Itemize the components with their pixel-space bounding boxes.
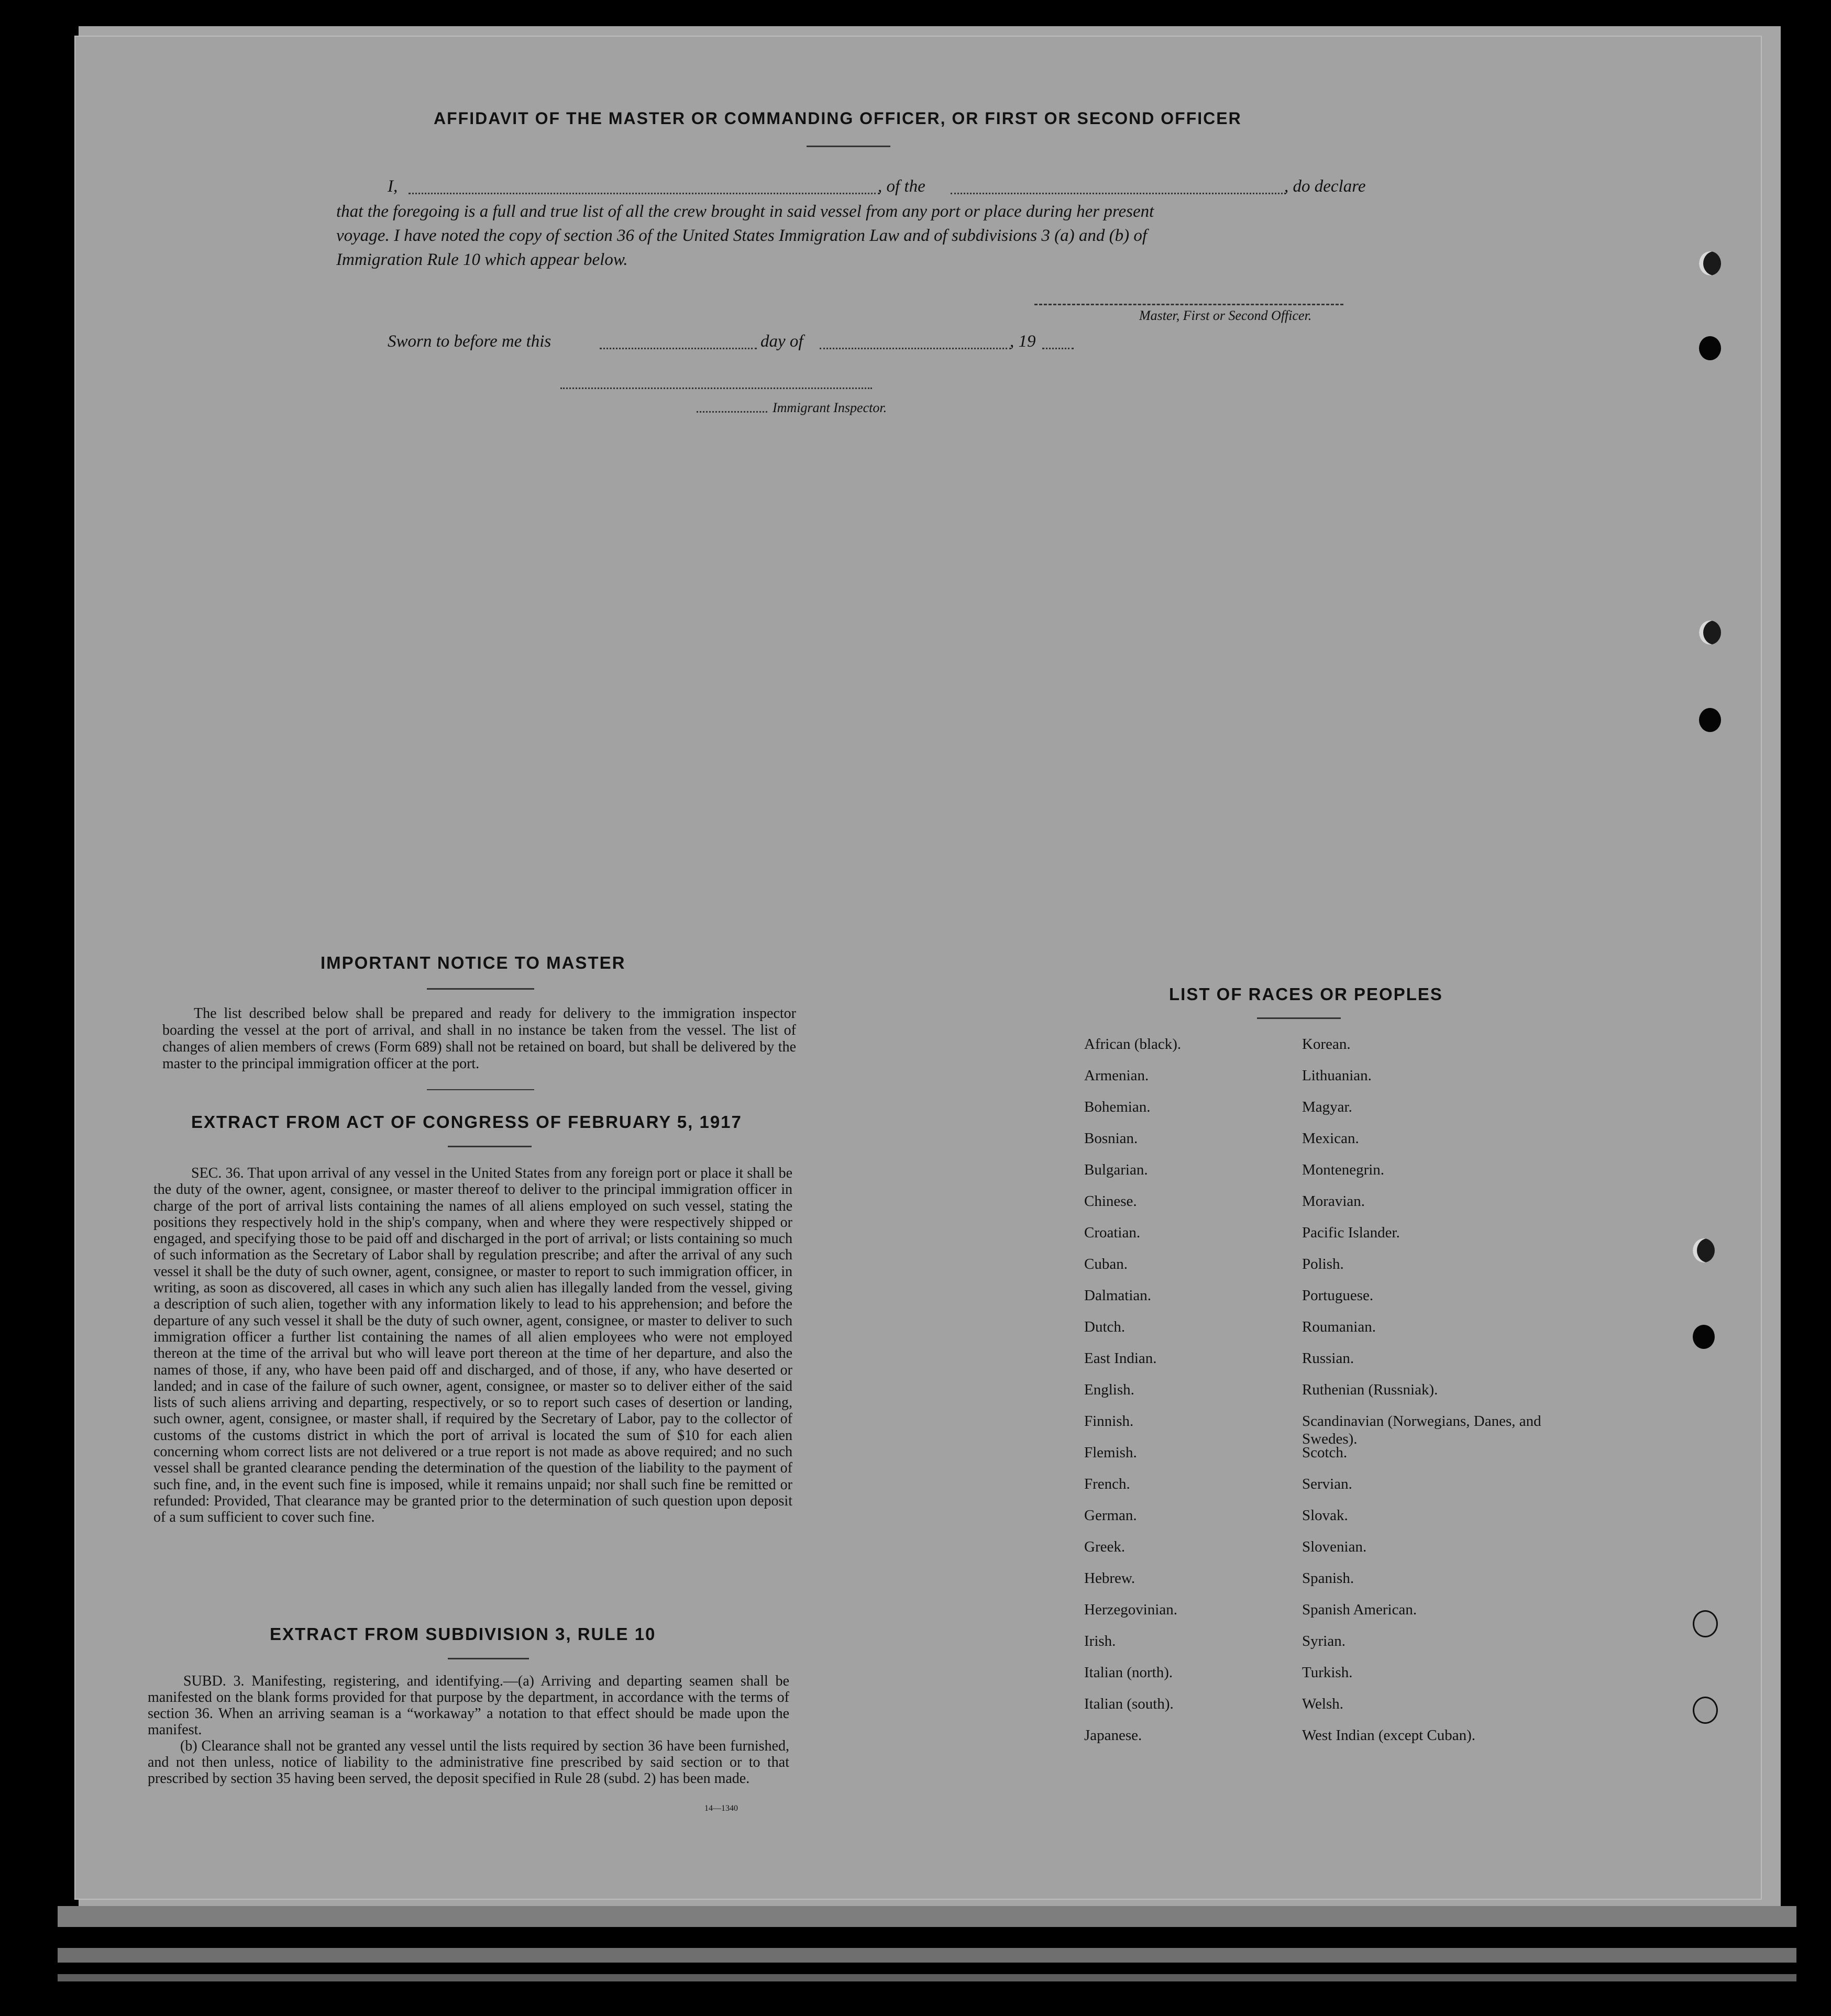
master-signature-label: Master, First or Second Officer. bbox=[1139, 308, 1312, 323]
races-title: LIST OF RACES OR PEOPLES bbox=[1169, 984, 1443, 1004]
form-number: 14—1340 bbox=[704, 1804, 738, 1813]
race-item: Spanish American. bbox=[1302, 1601, 1417, 1618]
race-item: Flemish. bbox=[1084, 1444, 1137, 1461]
race-item: East Indian. bbox=[1084, 1350, 1157, 1367]
race-item: Turkish. bbox=[1302, 1664, 1353, 1681]
race-item: Croatian. bbox=[1084, 1224, 1141, 1241]
punch-hole bbox=[1693, 1610, 1718, 1637]
race-item: Lithuanian. bbox=[1302, 1067, 1372, 1084]
punch-hole bbox=[1699, 621, 1721, 645]
race-item: Greek. bbox=[1084, 1538, 1126, 1555]
race-item: African (black). bbox=[1084, 1036, 1182, 1053]
race-item: Montenegrin. bbox=[1302, 1161, 1385, 1178]
race-item: Cuban. bbox=[1084, 1256, 1128, 1272]
punch-hole bbox=[1699, 251, 1721, 275]
punch-hole bbox=[1699, 336, 1721, 360]
punch-hole bbox=[1693, 1238, 1715, 1262]
sworn-month-field[interactable] bbox=[820, 348, 1011, 349]
race-item: Syrian. bbox=[1302, 1633, 1345, 1649]
race-item: English. bbox=[1084, 1381, 1134, 1398]
affidavit-i: I, bbox=[388, 177, 398, 196]
master-signature-line[interactable] bbox=[1034, 304, 1343, 305]
races-left-column bbox=[1084, 1035, 1304, 1758]
race-item: Chinese. bbox=[1084, 1193, 1137, 1210]
affidavit-line4: Immigration Rule 10 which appear below. bbox=[336, 250, 628, 269]
race-item: Moravian. bbox=[1302, 1193, 1365, 1210]
race-item: Dalmatian. bbox=[1084, 1287, 1152, 1304]
race-item: Irish. bbox=[1084, 1633, 1116, 1649]
affidavit-of-the: , of the bbox=[878, 177, 925, 196]
race-item: Scotch. bbox=[1302, 1444, 1348, 1461]
page-edge-strip bbox=[58, 1948, 1796, 1963]
race-item: Servian. bbox=[1302, 1476, 1352, 1492]
race-item: Bosnian. bbox=[1084, 1130, 1138, 1147]
divider bbox=[1257, 1017, 1341, 1019]
rule-extract-title: EXTRACT FROM SUBDIVISION 3, RULE 10 bbox=[270, 1624, 656, 1644]
page-edge-strip bbox=[58, 1906, 1796, 1927]
race-item: Bulgarian. bbox=[1084, 1161, 1148, 1178]
race-item: Slovenian. bbox=[1302, 1538, 1367, 1555]
race-item: Herzegovinian. bbox=[1084, 1601, 1177, 1618]
race-item: Spanish. bbox=[1302, 1570, 1354, 1587]
name-field[interactable] bbox=[409, 193, 880, 194]
affidavit-line2: that the foregoing is a full and true list of all the crew brought in said vessel from any port or place during her present bbox=[336, 202, 1154, 221]
race-item: Polish. bbox=[1302, 1256, 1344, 1272]
sworn-day-field[interactable] bbox=[600, 348, 757, 349]
race-item: German. bbox=[1084, 1507, 1137, 1524]
divider bbox=[448, 1146, 532, 1147]
sworn-prefix: Sworn to before me this bbox=[388, 332, 551, 351]
race-item: Hebrew. bbox=[1084, 1570, 1135, 1587]
race-item: Japanese. bbox=[1084, 1727, 1142, 1744]
act-extract-title: EXTRACT FROM ACT OF CONGRESS OF FEBRUARY 5, 1917 bbox=[191, 1112, 742, 1132]
rule-extract-b: (b) Clearance shall not be granted any vessel until the lists required by section 36 have been furnished, and not then unless, notice of liability to the administrative fine prescribed by said section or to that prescribed by section 35 having been served, the deposit specified in Rule 28 (subd. 2) has been made. bbox=[148, 1738, 789, 1787]
race-item: West Indian (except Cuban). bbox=[1302, 1727, 1476, 1744]
divider bbox=[427, 1089, 534, 1090]
inspector-label: Immigrant Inspector. bbox=[773, 400, 887, 415]
race-item: Italian (south). bbox=[1084, 1696, 1174, 1712]
vessel-field[interactable] bbox=[951, 193, 1286, 194]
race-item: French. bbox=[1084, 1476, 1130, 1492]
race-item: Slovak. bbox=[1302, 1507, 1348, 1524]
sworn-day-of: day of bbox=[760, 332, 803, 351]
race-item: Korean. bbox=[1302, 1036, 1351, 1053]
inspector-signature-line[interactable] bbox=[560, 387, 872, 389]
race-item: Portuguese. bbox=[1302, 1287, 1374, 1304]
race-item: Ruthenian (Russniak). bbox=[1302, 1381, 1438, 1398]
punch-hole bbox=[1693, 1697, 1718, 1724]
act-extract-body: SEC. 36. That upon arrival of any vessel in the United States from any foreign port or place it shall be the duty of the owner, agent, consignee, or master thereof to deliver to the principal immigration officer in charge of the port of arrival lists containing the names of all aliens employed on such vessel, stating the positions they respectively hold in the ship's company, when and where they were respectively shipped or engaged, and specifying those to be paid off and discharged in the port of arrival; or lists containing so much of such information as the Secretary of Labor shall by regulation prescribe; and after the arrival of any such vessel it shall be the duty of such owner, agent, consignee, or master to report to such immigration officer, in writing, as soon as discovered, all cases in which any such alien has illegally landed from the vessel, giving a description of such alien, together with any information likely to lead to his apprehension; and before the departure of any such vessel it shall be the duty of such owner, agent, consignee, or master to deliver to such immigration officer a further list containing the names of all alien employees who were not employed thereon at the time of the arrival but who will leave port thereon at the time of her departure, and also the names of those, if any, who have been paid off and discharged, and of those, if any, who have deserted or landed; and in case of the failure of such owner, agent, consignee, or master so to deliver either of the said lists of such aliens arriving and departing, respectively, or so to report such cases of desertion or landing, such owner, agent, consignee, or master shall, if required by the Secretary of Labor, pay to the collector of customs of the customs district in which the port of arrival is located the sum of $10 for each alien concerning whom correct lists are not delivered or a true report is not made as above required; and no such vessel shall be granted clearance pending the determination of the question of the liability to the payment of such fine, and, in the event such fine is imposed, while it remains unpaid; nor shall such fine be remitted or refunded: Provided, That clearance may be granted prior to the determination of such question upon deposit of a sum sufficient to cover such fine. bbox=[153, 1165, 792, 1526]
affidavit-declare: , do declare bbox=[1284, 177, 1366, 196]
page-edge-strip bbox=[58, 1974, 1796, 1981]
race-item: Finnish. bbox=[1084, 1413, 1134, 1430]
notice-body: The list described below shall be prepared and ready for delivery to the immigration inspector boarding the vessel at the port of arrival, and shall in no instance be taken from the vessel. The list of changes of alien members of crews (Form 689) shall not be retained on board, but shall be delivered by the master to the principal immigration officer at the port. bbox=[162, 1005, 796, 1072]
race-item: Mexican. bbox=[1302, 1130, 1359, 1147]
race-item: Bohemian. bbox=[1084, 1099, 1151, 1115]
punch-hole bbox=[1699, 708, 1721, 732]
notice-title: IMPORTANT NOTICE TO MASTER bbox=[321, 953, 626, 972]
race-item: Welsh. bbox=[1302, 1696, 1344, 1712]
race-item: Roumanian. bbox=[1302, 1319, 1376, 1335]
race-item: Italian (north). bbox=[1084, 1664, 1173, 1681]
race-item: Scandinavian (Norwegians, Danes, and Swedes). bbox=[1302, 1413, 1541, 1447]
inspector-signature-line bbox=[697, 411, 767, 413]
divider bbox=[448, 1658, 529, 1659]
rule-extract-a: SUBD. 3. Manifesting, registering, and identifying.—(a) Arriving and departing seamen shall be manifested on the blank forms provided for that purpose by the department, in accordance with the terms of section 36. When an arriving seaman is a “workaway” a notation to that effect should be made upon the manifest. bbox=[148, 1673, 789, 1738]
rule-extract-body bbox=[148, 1673, 789, 1787]
races-right-column bbox=[1302, 1035, 1543, 1758]
divider bbox=[807, 146, 890, 147]
punch-hole bbox=[1693, 1325, 1715, 1349]
race-item: Pacific Islander. bbox=[1302, 1224, 1400, 1241]
race-item: Magyar. bbox=[1302, 1099, 1352, 1115]
sworn-year: , 19 bbox=[1010, 332, 1036, 351]
race-item: Armenian. bbox=[1084, 1067, 1149, 1084]
divider bbox=[427, 988, 534, 990]
race-item: Russian. bbox=[1302, 1350, 1354, 1367]
affidavit-title: AFFIDAVIT OF THE MASTER OR COMMANDING OFFICER, OR FIRST OR SECOND OFFICER bbox=[434, 109, 1242, 128]
race-item: Dutch. bbox=[1084, 1319, 1126, 1335]
affidavit-line3: voyage. I have noted the copy of section 36 of the United States Immigration Law and of subdivisions 3 (a) and (b) of bbox=[336, 226, 1148, 245]
sworn-year-field[interactable] bbox=[1042, 348, 1074, 349]
